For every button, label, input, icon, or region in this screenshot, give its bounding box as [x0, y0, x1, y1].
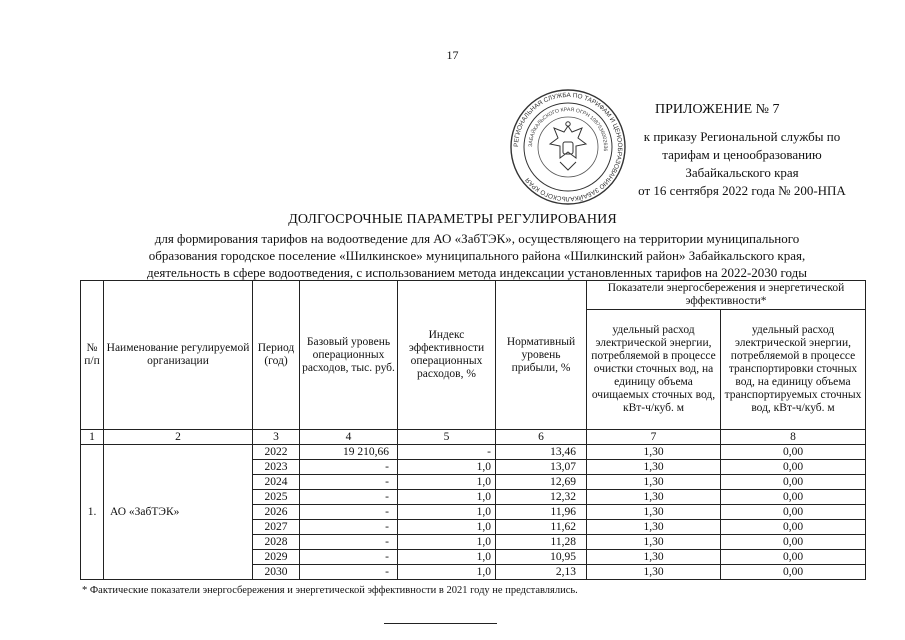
order-reference: [612, 128, 872, 200]
column-number: 3: [253, 430, 300, 445]
seal-outer-text: РЕГИОНАЛЬНАЯ СЛУЖБА ПО ТАРИФАМ И ЦЕНООБРАЗОВАНИЮ ЗАБАЙКАЛЬСКОГО КРАЯ: [512, 91, 624, 203]
cell-profit-level: 10,95: [496, 550, 587, 565]
document-subtitle: [82, 230, 872, 281]
cell-energy-transport: 0,00: [721, 565, 866, 580]
cell-energy-treatment: 1,30: [587, 520, 721, 535]
cell-energy-treatment: 1,30: [587, 460, 721, 475]
column-number: 6: [496, 430, 587, 445]
org-number: 1.: [81, 445, 104, 580]
parameters-table: [80, 280, 866, 580]
cell-energy-treatment: 1,30: [587, 565, 721, 580]
cell-energy-transport: 0,00: [721, 550, 866, 565]
cell-base-cost: -: [300, 535, 398, 550]
column-number: 8: [721, 430, 866, 445]
cell-year: 2022: [253, 445, 300, 460]
cell-profit-level: 13,07: [496, 460, 587, 475]
footnote: * Фактические показатели энергосбережения и энергетической эффективности в 2021 году не представлялись.: [82, 585, 578, 596]
cell-energy-transport: 0,00: [721, 445, 866, 460]
cell-base-cost: -: [300, 490, 398, 505]
header-period: Период (год): [253, 281, 300, 430]
cell-profit-level: 12,69: [496, 475, 587, 490]
cell-base-cost: -: [300, 460, 398, 475]
header-energy-transport: удельный расход электрической энергии, потребляемой в процессе транспортировки сточных вод, на единицу объема транспортируемых сточных вод, кВт-ч/куб. м: [721, 310, 866, 430]
column-number: 4: [300, 430, 398, 445]
coat-of-arms-icon: [550, 122, 586, 170]
cell-efficiency-index: 1,0: [398, 520, 496, 535]
cell-year: 2025: [253, 490, 300, 505]
appendix-title: ПРИЛОЖЕНИЕ № 7: [655, 102, 780, 117]
divider: [384, 623, 497, 624]
cell-base-cost: -: [300, 565, 398, 580]
cell-energy-treatment: 1,30: [587, 550, 721, 565]
order-line: от 16 сентября 2022 года № 200-НПА: [638, 183, 846, 198]
cell-profit-level: 13,46: [496, 445, 587, 460]
cell-profit-level: 2,13: [496, 565, 587, 580]
cell-year: 2024: [253, 475, 300, 490]
cell-energy-transport: 0,00: [721, 535, 866, 550]
cell-profit-level: 11,62: [496, 520, 587, 535]
header-energy-treatment: удельный расход электрической энергии, потребляемой в процессе очистки сточных вод, на единицу объема очищаемых сточных вод, кВт-ч/куб. м: [587, 310, 721, 430]
header-num: № п/п: [81, 281, 104, 430]
subtitle-line: деятельность в сфере водоотведения, с использованием метода индексации установленных тарифов на 2022-2030 годы: [146, 265, 808, 280]
cell-year: 2029: [253, 550, 300, 565]
cell-year: 2023: [253, 460, 300, 475]
cell-energy-treatment: 1,30: [587, 505, 721, 520]
column-number: 2: [104, 430, 253, 445]
cell-energy-transport: 0,00: [721, 475, 866, 490]
subtitle-line: образования городское поселение «Шилкинское» муниципального района «Шилкинский район» Забайкальского края,: [148, 248, 806, 263]
cell-year: 2028: [253, 535, 300, 550]
cell-efficiency-index: -: [398, 445, 496, 460]
cell-profit-level: 11,96: [496, 505, 587, 520]
header-base-cost: Базовый уровень операционных расходов, тыс. руб.: [300, 281, 398, 430]
cell-energy-treatment: 1,30: [587, 445, 721, 460]
cell-year: 2030: [253, 565, 300, 580]
column-number: 7: [587, 430, 721, 445]
cell-energy-transport: 0,00: [721, 460, 866, 475]
cell-year: 2027: [253, 520, 300, 535]
header-org: Наименование регулируемой организации: [104, 281, 253, 430]
order-line: к приказу Региональной службы по: [643, 129, 841, 144]
cell-efficiency-index: 1,0: [398, 490, 496, 505]
document-title: ДОЛГОСРОЧНЫЕ ПАРАМЕТРЫ РЕГУЛИРОВАНИЯ: [288, 212, 617, 227]
page-number: 17: [446, 48, 459, 62]
cell-efficiency-index: 1,0: [398, 535, 496, 550]
cell-base-cost: -: [300, 550, 398, 565]
seal-inner-text: ЗАБАЙКАЛЬСКОГО КРАЯ ОГРН 1087536002636: [527, 106, 609, 152]
cell-efficiency-index: 1,0: [398, 460, 496, 475]
cell-base-cost: -: [300, 520, 398, 535]
org-name: АО «ЗабТЭК»: [104, 445, 253, 580]
cell-year: 2026: [253, 505, 300, 520]
cell-energy-transport: 0,00: [721, 520, 866, 535]
cell-energy-transport: 0,00: [721, 505, 866, 520]
column-number: 1: [81, 430, 104, 445]
order-line: тарифам и ценообразованию: [662, 147, 822, 162]
cell-energy-treatment: 1,30: [587, 535, 721, 550]
cell-efficiency-index: 1,0: [398, 550, 496, 565]
cell-base-cost: -: [300, 505, 398, 520]
cell-efficiency-index: 1,0: [398, 565, 496, 580]
header-profit-level: Нормативный уровень прибыли, %: [496, 281, 587, 430]
order-line: Забайкальского края: [685, 165, 799, 180]
cell-efficiency-index: 1,0: [398, 475, 496, 490]
header-energy-group: Показатели энергосбережения и энергетической эффективности*: [587, 281, 866, 310]
cell-energy-transport: 0,00: [721, 490, 866, 505]
cell-base-cost: 19 210,66: [300, 445, 398, 460]
subtitle-line: для формирования тарифов на водоотведение для АО «ЗабТЭК», осуществляющего на территории муниципального: [154, 231, 800, 246]
header-efficiency-index: Индекс эффективности операционных расходов, %: [398, 281, 496, 430]
cell-profit-level: 12,32: [496, 490, 587, 505]
cell-efficiency-index: 1,0: [398, 505, 496, 520]
cell-energy-treatment: 1,30: [587, 490, 721, 505]
cell-profit-level: 11,28: [496, 535, 587, 550]
column-number: 5: [398, 430, 496, 445]
cell-energy-treatment: 1,30: [587, 475, 721, 490]
table-row: [81, 445, 866, 460]
cell-base-cost: -: [300, 475, 398, 490]
